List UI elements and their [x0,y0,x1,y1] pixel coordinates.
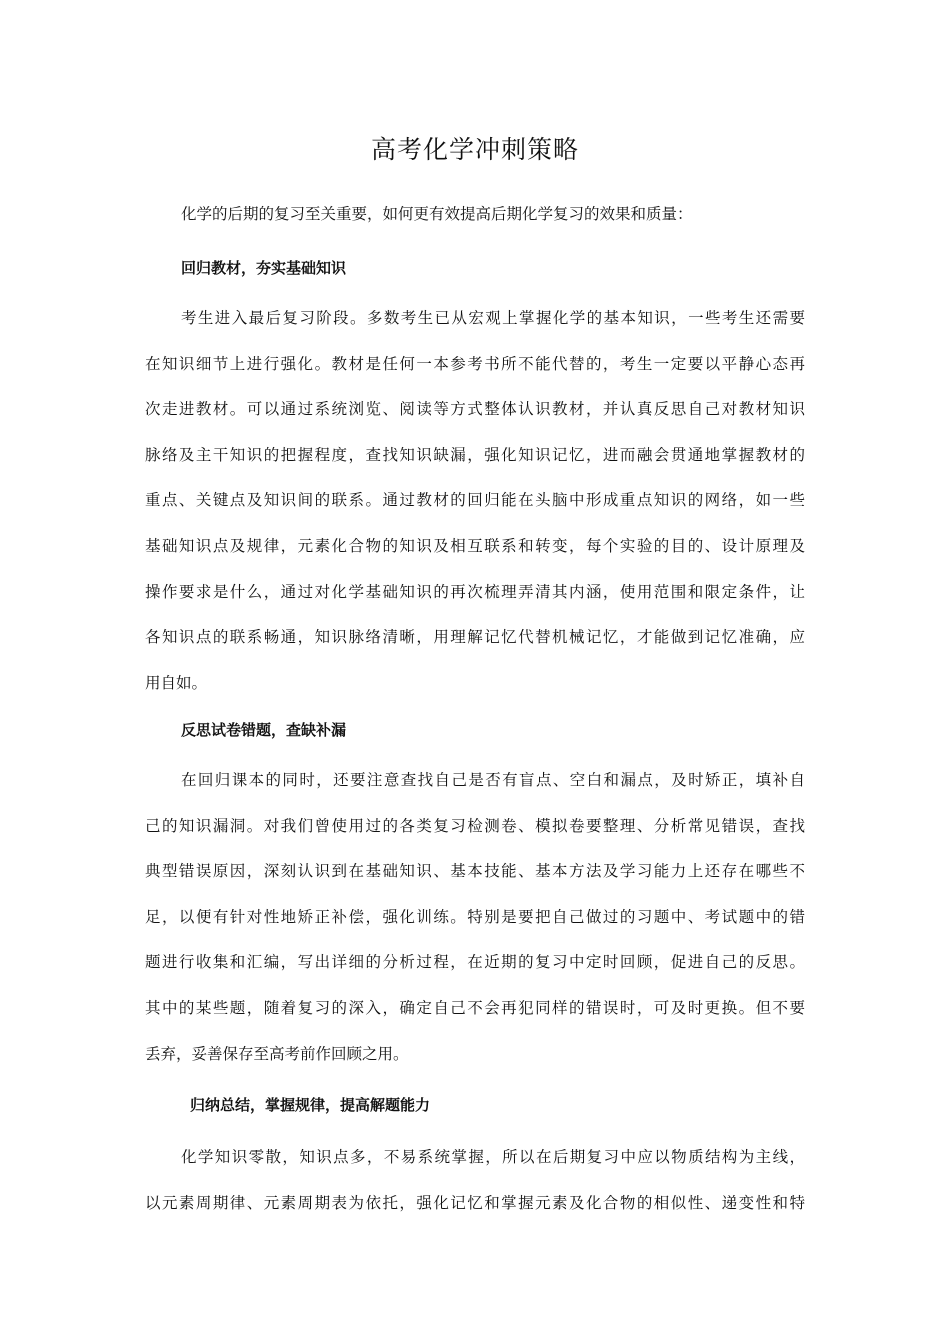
paragraph-line: 基础知识点及规律，元素化合物的知识及相互联系和转变，每个实验的目的、设计原理及 [145,536,805,555]
paragraph-line: 在知识细节上进行强化。教材是任何一本参考书所不能代替的，考生一定要以平静心态再 [145,354,805,373]
paragraph-line: 丢弃，妥善保存至高考前作回顾之用。 [145,1044,409,1063]
paragraph-line: 在回归课本的同时，还要注意查找自己是否有盲点、空白和漏点，及时矫正，填补自 [181,771,805,789]
section-heading-summary: 归纳总结，掌握规律，提高解题能力 [190,1096,431,1114]
paragraph-line: 重点、关键点及知识间的联系。通过教材的回归能在头脑中形成重点知识的网络，如一些 [145,491,805,510]
paragraph-line: 次走进教材。可以通过系统浏览、阅读等方式整体认识教材，并认真反思自己对教材知识 [145,400,805,419]
paragraph-line: 脉络及主干知识的把握程度，查找知识缺漏，强化知识记忆，进而融会贯通地掌握教材的 [145,445,805,464]
section-paragraph-mistakes [145,758,805,1077]
paragraph-line: 题进行收集和汇编，写出详细的分析过程，在近期的复习中定时回顾，促进自己的反思。 [145,953,805,972]
paragraph-line: 各知识点的联系畅通，知识脉络清晰，用理解记忆代替机械记忆，才能做到记忆准确，应 [145,628,805,647]
paragraph-line: 己的知识漏洞。对我们曾使用过的各类复习检测卷、模拟卷要整理、分析常见错误，查找 [145,816,805,835]
paragraph-line: 其中的某些题，随着复习的深入，确定自己不会再犯同样的错误时，可及时更换。但不要 [145,998,805,1017]
paragraph-line: 化学知识零散，知识点多，不易系统掌握，所以在后期复习中应以物质结构为主线， [181,1148,805,1166]
paragraph-line: 考生进入最后复习阶段。多数考生已从宏观上掌握化学的基本知识，一些考生还需要 [181,309,805,327]
paragraph-line: 以元素周期律、元素周期表为依托，强化记忆和掌握元素及化合物的相似性、递变性和特 [145,1193,805,1212]
paragraph-line: 典型错误原因，深刻认识到在基础知识、基本技能、基本方法及学习能力上还存在哪些不 [145,862,805,881]
section-heading-mistakes: 反思试卷错题，查缺补漏 [181,721,347,739]
section-paragraph-textbook [145,296,805,706]
paragraph-line: 操作要求是什么，通过对化学基础知识的再次梳理弄清其内涵，使用范围和限定条件，让 [145,582,805,601]
paragraph-line: 用自如。 [145,673,208,692]
paragraph-line: 足，以便有针对性地矫正补偿，强化训练。特别是要把自己做过的习题中、考试题中的错 [145,907,805,926]
intro-paragraph: 化学的后期的复习至关重要，如何更有效提高后期化学复习的效果和质量： [181,205,693,223]
document-title: 高考化学冲刺策略 [370,135,579,164]
section-paragraph-summary [145,1135,805,1226]
section-heading-textbook: 回归教材，夯实基础知识 [181,259,347,277]
